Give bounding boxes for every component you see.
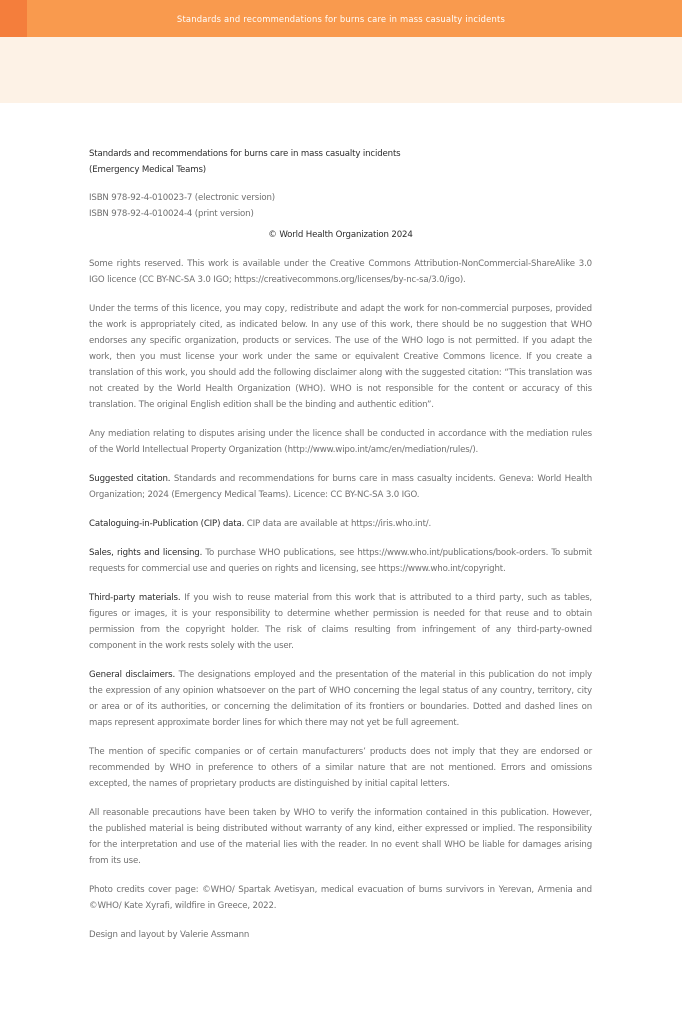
- publication-title-line1: Standards and recommendations for burns care in mass casualty incidents: [89, 149, 401, 159]
- general-disclaimers-paragraph: [89, 667, 592, 731]
- licence-terms-paragraph: Under the terms of this licence, you may copy, redistribute and adapt the work for non-commercial purposes, provided the work is appropriately cited, as indicated below. In any use of this work, there should be no suggestion that WHO endorses any specific organization, products or services. The use of the WHO logo is not permitted. If you adapt the work, then you must license your work under the same or equivalent Creative Commons licence. If you create a translation of this work, you should add the following disclaimer along with the suggested citation: “This translation was not created by the World Health Organization (WHO). WHO is not responsible for the content or accuracy of this translation. The original English edition shall be the binding and authentic edition”.: [89, 304, 592, 410]
- design-credit: Design and layout by Valerie Assmann: [89, 930, 250, 940]
- suggested-citation-label: Suggested citation.: [89, 474, 171, 484]
- isbn-block: [89, 190, 592, 222]
- third-party-text: If you wish to reuse material from this work that is attributed to a third party, such as tables, figures or images, it is your responsibility to determine whether permission is needed for that reuse and to obtain permission from the copyright holder. The risk of claims resulting from infringement of any third-party-owned component in the work rests solely with the user.: [89, 593, 593, 651]
- publication-title: [89, 146, 592, 178]
- isbn-electronic: ISBN 978-92-4-010023-7 (electronic version): [89, 193, 275, 203]
- general-disclaimers-text: The designations employed and the presentation of the material in this publication do not imply the expression of any opinion whatsoever on the part of WHO concerning the legal status of any country, territory, city or area or of its authorities, or concerning the delimitation of its frontiers or boundaries. Dotted and dashed lines on maps represent approximate border lines for which there may not yet be full agreement.: [89, 670, 592, 728]
- general-disclaimers-label: General disclaimers.: [89, 670, 176, 680]
- cip-label: Cataloguing-in-Publication (CIP) data.: [89, 519, 245, 529]
- isbn-print: ISBN 978-92-4-010024-4 (print version): [89, 209, 254, 219]
- sales-text: To purchase WHO publications, see https://www.who.int/publications/book-orders. To submit requests for commercial use and queries on rights and licensing, see https://www.who.int/copyright.: [89, 548, 592, 574]
- sales-paragraph: [89, 545, 592, 577]
- sales-label: Sales, rights and licensing.: [89, 548, 203, 558]
- precautions-paragraph: All reasonable precautions have been taken by WHO to verify the information contained in this publication. However, the published material is being distributed without warranty of any kind, either expressed or implied. The responsibility for the interpretation and use of the material lies with the reader. In no event shall WHO be liable for damages arising from its use.: [89, 808, 592, 866]
- cip-paragraph: [89, 516, 592, 532]
- suggested-citation-paragraph: [89, 471, 592, 503]
- rights-paragraph: Some rights reserved. This work is available under the Creative Commons Attribution-NonCommercial-ShareAlike 3.0 IGO licence (CC BY-NC-SA 3.0 IGO; https://creativecommons.org/licenses/by-nc-sa/3.0/igo).: [89, 259, 592, 285]
- mediation-paragraph: Any mediation relating to disputes arising under the licence shall be conducted in accordance with the mediation rules of the World Intellectual Property Organization (http://www.wipo.int/amc/en/mediation/rules/).: [89, 429, 592, 455]
- copyright-notice: © World Health Organization 2024: [268, 230, 413, 240]
- publication-title-line2: (Emergency Medical Teams): [89, 165, 207, 175]
- photo-credits-paragraph: Photo credits cover page: ©WHO/ Spartak Avetisyan, medical evacuation of burns survivors in Yerevan, Armenia and ©WHO/ Kate Xyrafi, wildfire in Greece, 2022.: [89, 885, 592, 911]
- mention-paragraph: The mention of specific companies or of certain manufacturers’ products does not imply that they are endorsed or recommended by WHO in preference to others of a similar nature that are not mentioned. Errors and omissions excepted, the names of proprietary products are distinguished by initial capital letters.: [89, 747, 592, 789]
- running-header-title: Standards and recommendations for burns care in mass casualty incidents: [176, 14, 506, 24]
- suggested-citation-text: Standards and recommendations for burns care in mass casualty incidents. Geneva: World Health Organization; 2024 (Emergency Medical Teams). Licence: CC BY-NC-SA 3.0 IGO.: [89, 474, 592, 500]
- third-party-paragraph: [89, 590, 592, 654]
- copyright-page-content: [89, 146, 592, 956]
- header-band: [0, 37, 682, 103]
- cip-text: CIP data are available at https://iris.who.int/.: [244, 519, 432, 529]
- third-party-label: Third-party materials.: [89, 593, 181, 603]
